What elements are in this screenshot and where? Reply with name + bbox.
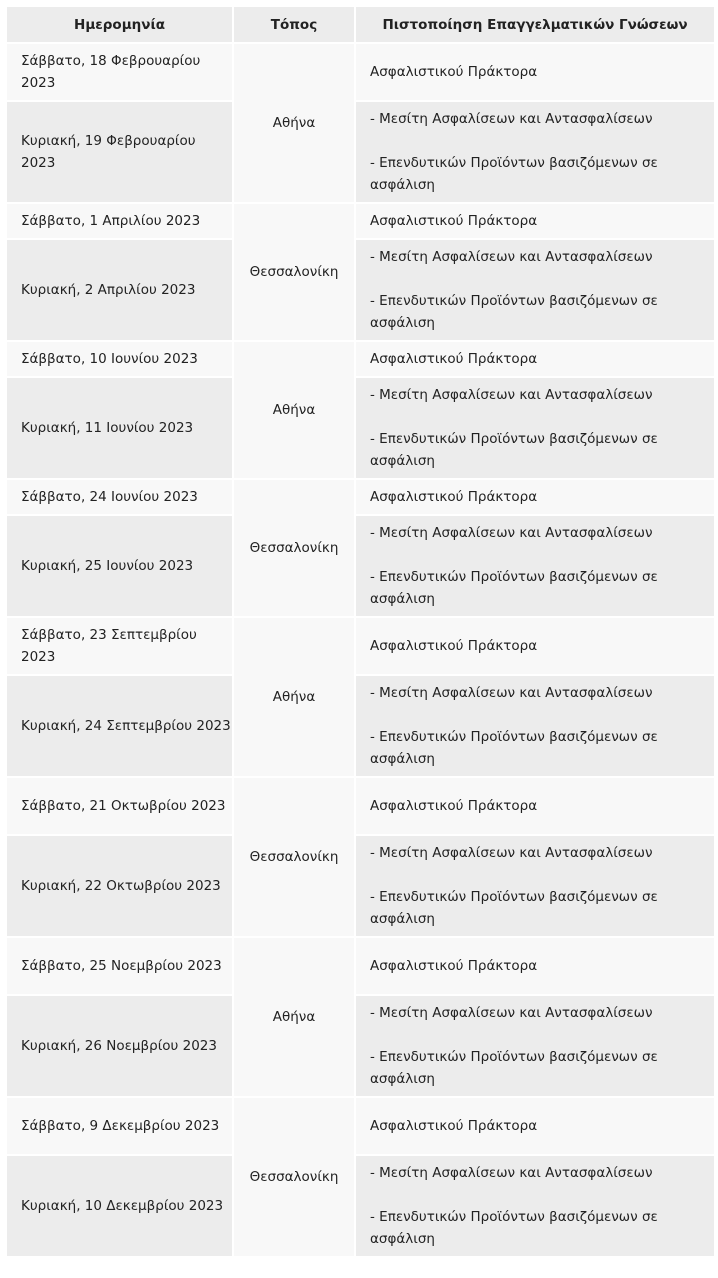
schedule-row-sunday bbox=[6, 1155, 715, 1257]
schedule-row-saturday bbox=[6, 1097, 715, 1155]
date-cell: Κυριακή, 10 Δεκεμβρίου 2023 bbox=[6, 1155, 233, 1257]
certification-broker-text: - Μεσίτη Ασφαλίσεων και Αντασφαλίσεων bbox=[370, 1165, 653, 1181]
certification-investment-text: - Επενδυτικών Προϊόντων βασιζόμενων σε ασφάλιση bbox=[370, 729, 658, 767]
certification-broker-text: - Μεσίτη Ασφαλίσεων και Αντασφαλίσεων bbox=[370, 685, 653, 701]
schedule-row-sunday bbox=[6, 995, 715, 1097]
certification-broker-text: - Μεσίτη Ασφαλίσεων και Αντασφαλίσεων bbox=[370, 111, 653, 127]
schedule-row-sunday bbox=[6, 101, 715, 203]
schedule-row-saturday bbox=[6, 203, 715, 239]
certification-agent-cell: Ασφαλιστικού Πράκτορα bbox=[355, 43, 715, 101]
certification-agent-cell: Ασφαλιστικού Πράκτορα bbox=[355, 341, 715, 377]
date-cell: Σάββατο, 18 Φεβρουαρίου 2023 bbox=[6, 43, 233, 101]
certification-agent-cell: Ασφαλιστικού Πράκτορα bbox=[355, 617, 715, 675]
certification-investment-text: - Επενδυτικών Προϊόντων βασιζόμενων σε ασφάλιση bbox=[370, 1049, 658, 1087]
schedule-row-saturday bbox=[6, 617, 715, 675]
certification-agent-cell: Ασφαλιστικού Πράκτορα bbox=[355, 479, 715, 515]
schedule-row-saturday bbox=[6, 479, 715, 515]
date-cell: Κυριακή, 2 Απριλίου 2023 bbox=[6, 239, 233, 341]
date-cell: Σάββατο, 9 Δεκεμβρίου 2023 bbox=[6, 1097, 233, 1155]
place-cell: Θεσσαλονίκη bbox=[233, 777, 355, 937]
certification-investment-text: - Επενδυτικών Προϊόντων βασιζόμενων σε ασφάλιση bbox=[370, 293, 658, 331]
certification-broker-investment-cell bbox=[355, 239, 715, 341]
place-cell: Θεσσαλονίκη bbox=[233, 1097, 355, 1257]
line-spacer bbox=[370, 406, 714, 428]
place-cell: Αθήνα bbox=[233, 617, 355, 777]
certification-broker-investment-cell bbox=[355, 1155, 715, 1257]
date-cell: Κυριακή, 19 Φεβρουαρίου 2023 bbox=[6, 101, 233, 203]
schedule-row-saturday bbox=[6, 43, 715, 101]
schedule-row-sunday bbox=[6, 515, 715, 617]
date-cell: Σάββατο, 21 Οκτωβρίου 2023 bbox=[6, 777, 233, 835]
certification-investment-text: - Επενδυτικών Προϊόντων βασιζόμενων σε ασφάλιση bbox=[370, 569, 658, 607]
schedule-row-saturday bbox=[6, 777, 715, 835]
date-cell: Σάββατο, 1 Απριλίου 2023 bbox=[6, 203, 233, 239]
schedule-row-saturday bbox=[6, 341, 715, 377]
certification-broker-investment-cell bbox=[355, 835, 715, 937]
certification-investment-text: - Επενδυτικών Προϊόντων βασιζόμενων σε ασφάλιση bbox=[370, 889, 658, 927]
place-cell: Θεσσαλονίκη bbox=[233, 203, 355, 341]
certification-broker-text: - Μεσίτη Ασφαλίσεων και Αντασφαλίσεων bbox=[370, 845, 653, 861]
line-spacer bbox=[370, 544, 714, 566]
certification-broker-text: - Μεσίτη Ασφαλίσεων και Αντασφαλίσεων bbox=[370, 387, 653, 403]
header-place: Τόπος bbox=[233, 6, 355, 43]
certification-agent-cell: Ασφαλιστικού Πράκτορα bbox=[355, 203, 715, 239]
place-cell: Αθήνα bbox=[233, 937, 355, 1097]
certification-broker-text: - Μεσίτη Ασφαλίσεων και Αντασφαλίσεων bbox=[370, 249, 653, 265]
certification-agent-cell: Ασφαλιστικού Πράκτορα bbox=[355, 777, 715, 835]
certification-investment-text: - Επενδυτικών Προϊόντων βασιζόμενων σε ασφάλιση bbox=[370, 431, 658, 469]
place-cell: Αθήνα bbox=[233, 43, 355, 203]
line-spacer bbox=[370, 864, 714, 886]
schedule-body bbox=[6, 43, 715, 1257]
date-cell: Κυριακή, 26 Νοεμβρίου 2023 bbox=[6, 995, 233, 1097]
header-row bbox=[6, 6, 715, 43]
date-cell: Κυριακή, 25 Ιουνίου 2023 bbox=[6, 515, 233, 617]
line-spacer bbox=[370, 268, 714, 290]
date-cell: Κυριακή, 11 Ιουνίου 2023 bbox=[6, 377, 233, 479]
certification-investment-text: - Επενδυτικών Προϊόντων βασιζόμενων σε ασφάλιση bbox=[370, 155, 658, 193]
schedule-row-saturday bbox=[6, 937, 715, 995]
certification-agent-cell: Ασφαλιστικού Πράκτορα bbox=[355, 1097, 715, 1155]
certification-broker-text: - Μεσίτη Ασφαλίσεων και Αντασφαλίσεων bbox=[370, 525, 653, 541]
line-spacer bbox=[370, 704, 714, 726]
header-date: Ημερομηνία bbox=[6, 6, 233, 43]
certification-broker-investment-cell bbox=[355, 675, 715, 777]
certification-broker-investment-cell bbox=[355, 515, 715, 617]
place-cell: Αθήνα bbox=[233, 341, 355, 479]
header-certification: Πιστοποίηση Επαγγελματικών Γνώσεων bbox=[355, 6, 715, 43]
certification-broker-investment-cell bbox=[355, 377, 715, 479]
date-cell: Σάββατο, 10 Ιουνίου 2023 bbox=[6, 341, 233, 377]
line-spacer bbox=[370, 130, 714, 152]
date-cell: Κυριακή, 24 Σεπτεμβρίου 2023 bbox=[6, 675, 233, 777]
schedule-row-sunday bbox=[6, 377, 715, 479]
certification-investment-text: - Επενδυτικών Προϊόντων βασιζόμενων σε ασφάλιση bbox=[370, 1209, 658, 1247]
line-spacer bbox=[370, 1024, 714, 1046]
certification-agent-cell: Ασφαλιστικού Πράκτορα bbox=[355, 937, 715, 995]
schedule-row-sunday bbox=[6, 675, 715, 777]
schedule-row-sunday bbox=[6, 835, 715, 937]
line-spacer bbox=[370, 1184, 714, 1206]
exam-schedule-table bbox=[5, 5, 716, 1258]
certification-broker-text: - Μεσίτη Ασφαλίσεων και Αντασφαλίσεων bbox=[370, 1005, 653, 1021]
place-cell: Θεσσαλονίκη bbox=[233, 479, 355, 617]
certification-broker-investment-cell bbox=[355, 995, 715, 1097]
date-cell: Κυριακή, 22 Οκτωβρίου 2023 bbox=[6, 835, 233, 937]
date-cell: Σάββατο, 24 Ιουνίου 2023 bbox=[6, 479, 233, 515]
date-cell: Σάββατο, 23 Σεπτεμβρίου 2023 bbox=[6, 617, 233, 675]
certification-broker-investment-cell bbox=[355, 101, 715, 203]
date-cell: Σάββατο, 25 Νοεμβρίου 2023 bbox=[6, 937, 233, 995]
schedule-row-sunday bbox=[6, 239, 715, 341]
